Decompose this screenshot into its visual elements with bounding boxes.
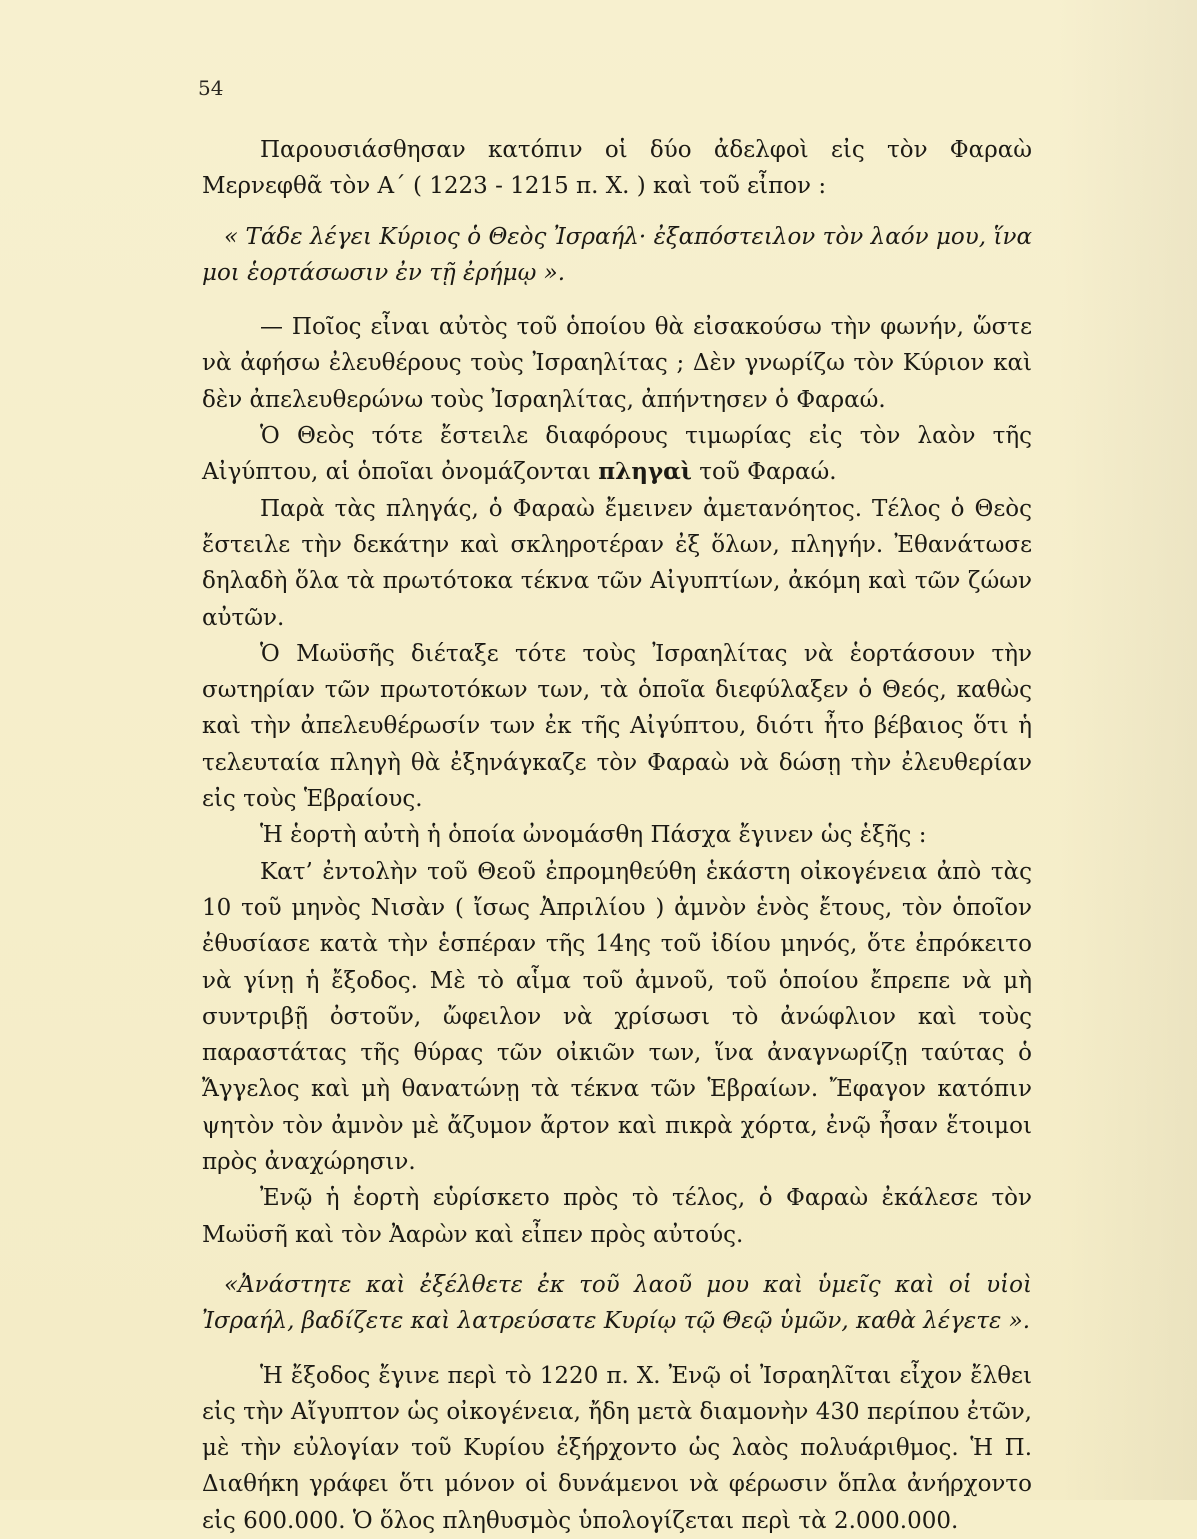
paragraph-text: Ὁ Θεὸς τότε ἔστειλε διαφόρους τιμωρίας εἰς τὸν λαὸν τῆς Αἰγύπτου, αἱ ὁποῖαι ὀνομάζονται bbox=[202, 423, 1032, 486]
bold-term: πληγαὶ bbox=[598, 458, 692, 486]
body-text bbox=[202, 132, 1032, 1539]
facing-page-bleed bbox=[1057, 0, 1197, 1500]
paragraph: Παρὰ τὰς πληγάς, ὁ Φαραὼ ἔμεινεν ἀμετανόητος. Τέλος ὁ Θεὸς ἔστειλε τὴν δεκάτην καὶ σκληροτέραν ἐξ ὅλων, πληγήν. Ἐθανάτωσε δηλαδὴ ὅλα τὰ πρωτότοκα τέκνα τῶν Αἰγυπτίων, ἀκόμη καὶ τῶν ζώων αὐτῶν. bbox=[202, 495, 1032, 631]
paragraph: Ἡ ἑορτὴ αὐτὴ ἡ ὁποία ὠνομάσθη Πάσχα ἔγινεν ὡς ἑξῆς : bbox=[260, 822, 927, 849]
quote-paragraph: «Ἀνάστητε καὶ ἐξέλθετε ἐκ τοῦ λαοῦ μου καὶ ὑμεῖς καὶ οἱ υἱοὶ Ἰσραήλ, βαδίζετε καὶ λατρεύσατε Κυρίῳ τῷ Θεῷ ὑμῶν, καθὰ λέγετε ». bbox=[202, 1271, 1032, 1335]
quote-paragraph: « Τάδε λέγει Κύριος ὁ Θεὸς Ἰσραήλ· ἐξαπόστειλον τὸν λαόν μου, ἵνα μοι ἑορτάσωσιν ἐν τῇ ἐρήμῳ ». bbox=[202, 223, 1032, 286]
paragraph: — Ποῖος εἶναι αὐτὸς τοῦ ὁποίου θὰ εἰσακούσω τὴν φωνήν, ὥστε νὰ ἀφήσω ἐλευθέρους τοὺς Ἰσραηλίτας ; Δὲν γνωρίζω τὸν Κύριον καὶ δὲν ἀπελευθερώνω τοὺς Ἰσραηλίτας, ἀπήντησεν ὁ Φαραώ. bbox=[202, 314, 1032, 413]
paragraph: Κατ’ ἐντολὴν τοῦ Θεοῦ ἐπρομηθεύθη ἑκάστη οἰκογένεια ἀπὸ τὰς 10 τοῦ μηνὸς Νισὰν ( ἴσως Ἀπριλίου ) ἀμνὸν ἑνὸς ἔτους, τὸν ὁποῖον ἐθυσίασε κατὰ τὴν ἑσπέραν τῆς 14ης τοῦ ἰδίου μηνός, ὅτε ἐπρόκειτο νὰ γίνῃ ἡ ἔξοδος. Μὲ τὸ αἷμα τοῦ ἀμνοῦ, τοῦ ὁποίου ἔπρεπε νὰ μὴ συντριβῇ ὀστοῦν, ὤφειλον νὰ χρίσωσι τὸ ἀνώφλιον καὶ τοὺς παραστάτας τῆς θύρας τῶν οἰκιῶν των, ἵνα ἀναγνωρίζῃ ταύτας ὁ Ἄγγελος καὶ μὴ θανατώνῃ τὰ τέκνα τῶν Ἑβραίων. Ἔφαγον κατόπιν ψητὸν τὸν ἀμνὸν μὲ ἄζυμον ἄρτον καὶ πικρὰ χόρτα, ἐνῷ ἦσαν ἕτοιμοι πρὸς ἀναχώρησιν. bbox=[202, 858, 1032, 1176]
paragraph: Ἐνῷ ἡ ἑορτὴ εὑρίσκετο πρὸς τὸ τέλος, ὁ Φαραὼ ἐκάλεσε τὸν Μωϋσῆ καὶ τὸν Ἀαρὼν καὶ εἶπεν πρὸς αὐτούς. bbox=[202, 1185, 1032, 1248]
paragraph bbox=[202, 418, 1032, 491]
paragraph: Παρουσιάσθησαν κατόπιν οἱ δύο ἀδελφοὶ εἰς τὸν Φαραὼ Μερνεφθᾶ τὸν Α΄ ( 1223 - 1215 π. Χ. ) καὶ τοῦ εἶπον : bbox=[202, 137, 1032, 200]
paragraph: Ἡ ἔξοδος ἔγινε περὶ τὸ 1220 π. Χ. Ἐνῷ οἱ Ἰσραηλῖται εἶχον ἔλθει εἰς τὴν Αἴγυπτον ὡς οἰκογένεια, ἤδη μετὰ διαμονὴν 430 περίπου ἐτῶν, μὲ τὴν εὐλογίαν τοῦ Κυρίου ἐξήρχοντο ὡς λαὸς πολυάριθμος. Ἡ Π. Διαθήκη γράφει ὅτι μόνον οἱ δυνάμενοι νὰ φέρωσιν ὅπλα ἀνήρχοντο εἰς 600.000. Ὁ ὅλος πληθυσμὸς ὑπολογίζεται περὶ τὰ 2.000.000. bbox=[202, 1362, 1032, 1534]
page-number: 54 bbox=[198, 76, 224, 100]
paragraph: Ὁ Μωϋσῆς διέταξε τότε τοὺς Ἰσραηλίτας νὰ ἑορτάσουν τὴν σωτηρίαν τῶν πρωτοτόκων των, τὰ ὁποῖα διεφύλαξεν ὁ Θεός, καθὼς καὶ τὴν ἀπελευθέρωσίν των ἐκ τῆς Αἰγύπτου, διότι ἦτο βέβαιος ὅτι ἡ τελευταία πληγὴ θὰ ἐξηνάγκαζε τὸν Φαραὼ νὰ δώσῃ τὴν ἐλευθερίαν εἰς τοὺς Ἑβραίους. bbox=[202, 640, 1032, 813]
paragraph-text: τοῦ Φαραώ. bbox=[691, 459, 837, 486]
